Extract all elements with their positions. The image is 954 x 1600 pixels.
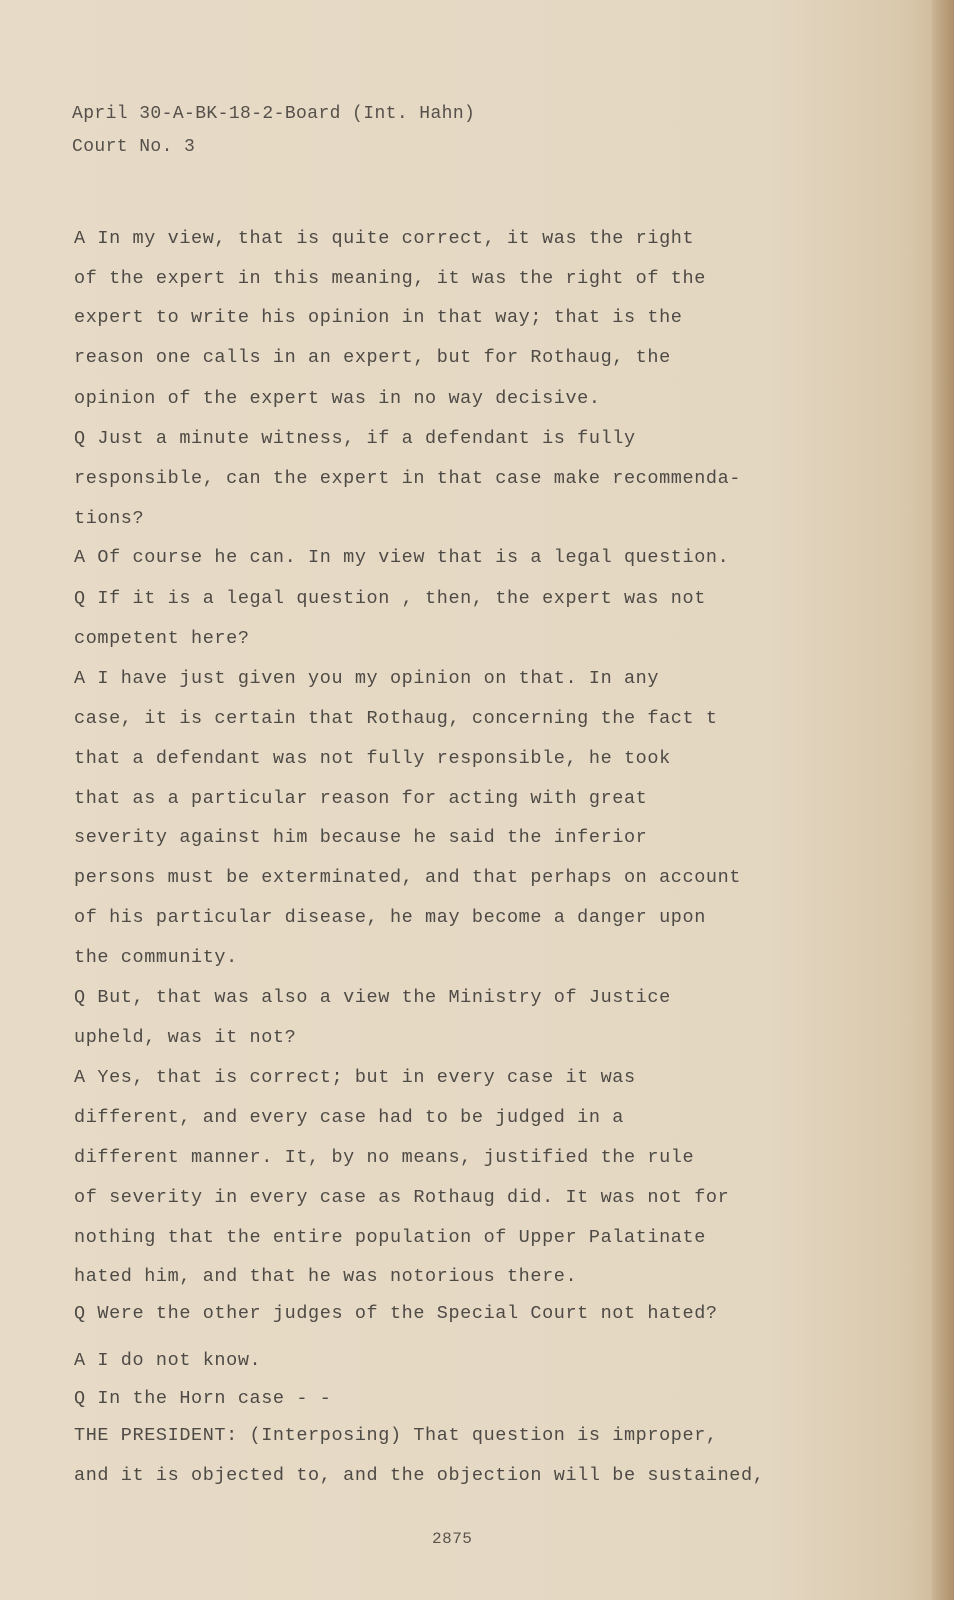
transcript-line: responsible, can the expert in that case make recommenda- [74,468,742,489]
transcript-line: case, it is certain that Rothaug, concerning the fact t [74,708,718,729]
transcript-line: hated him, and that he was notorious there. [74,1266,578,1287]
transcript-line: Q Just a minute witness, if a defendant is fully [74,428,636,449]
header-line-reference: April 30-A-BK-18-2-Board (Int. Hahn) [72,104,476,124]
transcript-line: Q In the Horn case - - [74,1388,332,1409]
transcript-line: persons must be exterminated, and that perhaps on account [74,867,742,888]
transcript-line: Q But, that was also a view the Ministry of Justice [74,987,671,1008]
document-header [72,98,475,164]
transcript-line: competent here? [74,628,250,649]
transcript-line: and it is objected to, and the objection will be sustained, [74,1465,765,1486]
transcript-line: of the expert in this meaning, it was the right of the [74,268,706,289]
transcript-line: Q If it is a legal question , then, the expert was not [74,588,706,609]
page-number: 2875 [432,1530,473,1548]
transcript-line: Q Were the other judges of the Special Court not hated? [74,1303,718,1324]
transcript-line: A I have just given you my opinion on that. In any [74,668,660,689]
transcript-line: severity against him because he said the inferior [74,827,648,848]
transcript-line: nothing that the entire population of Upper Palatinate [74,1227,706,1248]
transcript-line: A In my view, that is quite correct, it was the right [74,228,695,249]
transcript-line: of severity in every case as Rothaug did. It was not for [74,1187,730,1208]
transcript-line: A I do not know. [74,1350,262,1371]
transcript-line: A Yes, that is correct; but in every case it was [74,1067,636,1088]
transcript-line: different manner. It, by no means, justified the rule [74,1147,695,1168]
transcript-line: expert to write his opinion in that way; that is the [74,307,683,328]
transcript-line: A Of course he can. In my view that is a legal question. [74,547,730,568]
transcript-line: opinion of the expert was in no way decisive. [74,388,601,409]
transcript-line: that as a particular reason for acting with great [74,788,648,809]
transcript-line: tions? [74,508,145,529]
transcript-line: reason one calls in an expert, but for Rothaug, the [74,347,671,368]
transcript-line: the community. [74,947,238,968]
transcript-line: THE PRESIDENT: (Interposing) That question is improper, [74,1425,718,1446]
header-line-court: Court No. 3 [72,137,196,157]
page-edge-shadow [932,0,954,1600]
transcript-line: that a defendant was not fully responsible, he took [74,748,671,769]
transcript-line: of his particular disease, he may become a danger upon [74,907,706,928]
transcript-line: different, and every case had to be judged in a [74,1107,624,1128]
transcript-line: upheld, was it not? [74,1027,297,1048]
